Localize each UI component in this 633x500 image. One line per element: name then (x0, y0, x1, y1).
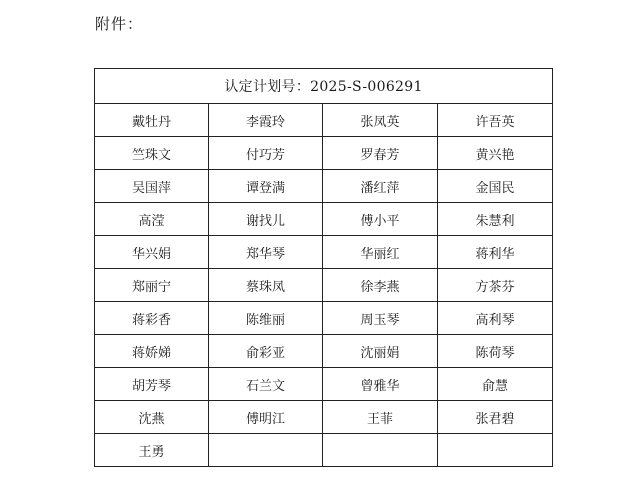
table-row (95, 368, 553, 401)
name-cell: 曾雅华 (323, 368, 438, 401)
name-cell: 高滢 (95, 203, 209, 236)
name-cell: 张君碧 (438, 401, 553, 434)
name-cell: 方茶芬 (438, 269, 553, 302)
name-cell: 石兰文 (209, 368, 323, 401)
plan-number-title: 认定计划号：2025-S-006291 (95, 69, 553, 104)
table-row (95, 170, 553, 203)
roster-table (94, 68, 553, 467)
name-cell (323, 434, 438, 467)
attachment-label: 附件： (95, 15, 144, 33)
name-cell: 蔡珠凤 (209, 269, 323, 302)
table-row (95, 269, 553, 302)
name-cell: 华丽红 (323, 236, 438, 269)
name-cell: 谭登满 (209, 170, 323, 203)
table-row (95, 434, 553, 467)
name-cell: 华兴娟 (95, 236, 209, 269)
name-cell: 蒋娇娣 (95, 335, 209, 368)
name-cell: 蒋彩香 (95, 302, 209, 335)
name-cell: 竺珠文 (95, 137, 209, 170)
name-cell: 俞彩亚 (209, 335, 323, 368)
table-title-row (95, 69, 553, 104)
table-row (95, 203, 553, 236)
name-cell: 谢找儿 (209, 203, 323, 236)
name-cell: 王菲 (323, 401, 438, 434)
name-cell: 蒋利华 (438, 236, 553, 269)
name-cell (438, 434, 553, 467)
name-cell: 戴牡丹 (95, 104, 209, 137)
table-row (95, 302, 553, 335)
table-row (95, 137, 553, 170)
name-cell: 许吾英 (438, 104, 553, 137)
name-cell: 金国民 (438, 170, 553, 203)
name-cell: 陈维丽 (209, 302, 323, 335)
name-cell: 潘红萍 (323, 170, 438, 203)
name-cell: 胡芳琴 (95, 368, 209, 401)
name-cell: 傅小平 (323, 203, 438, 236)
name-cell: 张凤英 (323, 104, 438, 137)
table-row (95, 335, 553, 368)
table-row (95, 236, 553, 269)
name-cell: 王勇 (95, 434, 209, 467)
name-cell: 李霞玲 (209, 104, 323, 137)
name-cell: 吴国萍 (95, 170, 209, 203)
name-cell: 沈丽娟 (323, 335, 438, 368)
name-cell: 陈荷琴 (438, 335, 553, 368)
name-cell: 徐李燕 (323, 269, 438, 302)
table-row (95, 401, 553, 434)
name-cell: 郑华琴 (209, 236, 323, 269)
name-cell: 沈燕 (95, 401, 209, 434)
name-cell: 高利琴 (438, 302, 553, 335)
name-cell: 朱慧利 (438, 203, 553, 236)
name-cell: 俞慧 (438, 368, 553, 401)
name-cell: 郑丽宁 (95, 269, 209, 302)
name-cell: 周玉琴 (323, 302, 438, 335)
name-cell: 黄兴艳 (438, 137, 553, 170)
name-cell: 罗春芳 (323, 137, 438, 170)
name-cell: 傅明江 (209, 401, 323, 434)
name-cell (209, 434, 323, 467)
name-cell: 付巧芳 (209, 137, 323, 170)
table-row (95, 104, 553, 137)
